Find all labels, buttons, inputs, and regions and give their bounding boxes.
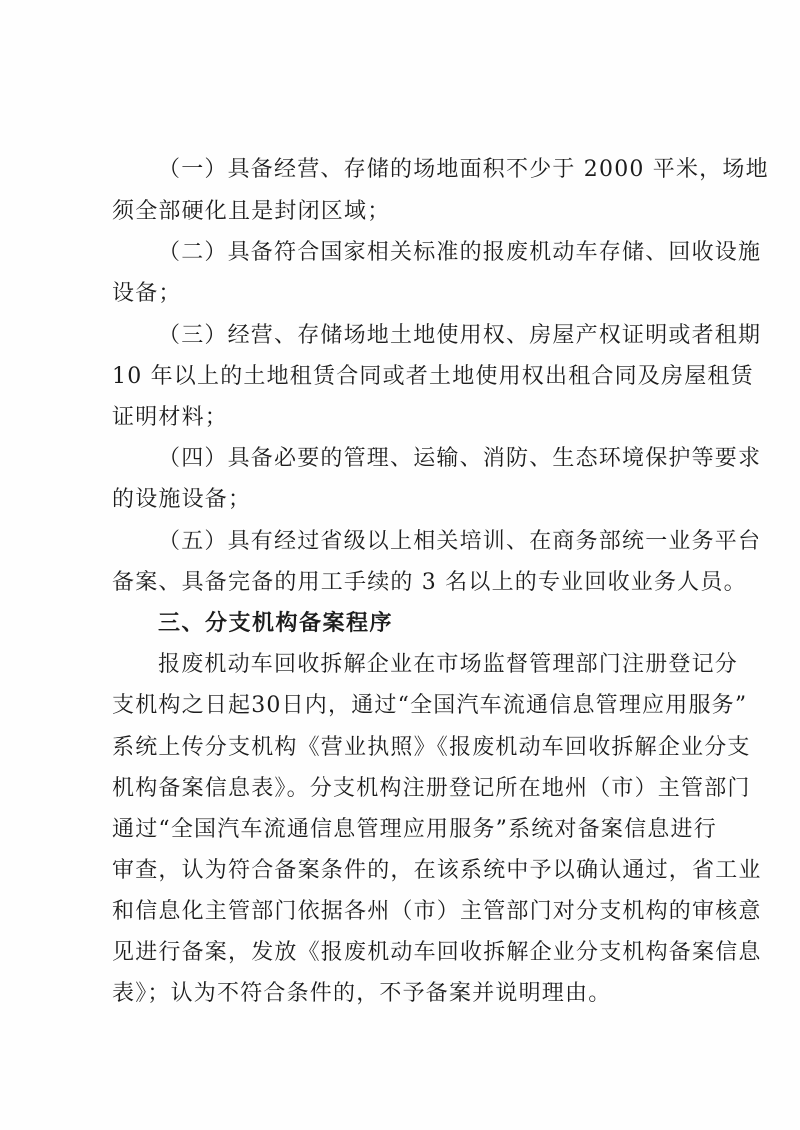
item-2-line-1: （二）具备符合国家相关标准的报废机动车存储、回收设施: [158, 240, 762, 265]
item-1-line-2: 须全部硬化且是封闭区域；: [112, 199, 391, 224]
paragraph-line: 机构备案信息表》。分支机构注册登记所在地州（市）主管部门: [112, 776, 751, 801]
item-3-line-1: （三）经营、存储场地土地使用权、房屋产权证明或者租期: [158, 323, 762, 348]
paragraph-line: 表》；认为不符合条件的，不予备案并说明理由。: [112, 981, 612, 1006]
paragraph-line: 和信息化主管部门依据各州（市）主管部门对分支机构的审核意: [112, 899, 762, 924]
item-4-line-1: （四）具备必要的管理、运输、消防、生态环境保护等要求: [158, 446, 762, 471]
item-5-line-2: 备案、具备完备的用工手续的 3 名以上的专业回收业务人员。: [112, 570, 747, 595]
section-heading: 三、分支机构备案程序: [158, 611, 394, 636]
paragraph-line: 报废机动车回收拆解企业在市场监督管理部门注册登记分: [158, 652, 739, 677]
paragraph-line: 支机构之日起30日内，通过“全国汽车流通信息管理应用服务”: [112, 693, 748, 718]
paragraph-line: 系统上传分支机构《营业执照》《报废机动车回收拆解企业分支: [112, 735, 751, 760]
paragraph-line: 审查，认为符合备案条件的，在该系统中予以确认通过，省工业: [112, 858, 762, 883]
item-1-line-1: （一）具备经营、存储的场地面积不少于 2000 平米，场地: [158, 157, 769, 182]
item-5-line-1: （五）具有经过省级以上相关培训、在商务部统一业务平台: [158, 529, 762, 554]
paragraph-line: 见进行备案，发放《报废机动车回收拆解企业分支机构备案信息: [112, 940, 762, 965]
item-3-line-2: 10 年以上的土地租赁合同或者土地使用权出租合同及房屋租赁: [112, 364, 754, 389]
item-2-line-2: 设备；: [112, 281, 182, 306]
item-4-line-2: 的设施设备；: [112, 487, 252, 512]
item-3-line-3: 证明材料；: [112, 405, 229, 430]
paragraph-line: 通过“全国汽车流通信息管理应用服务”系统对备案信息进行: [112, 817, 717, 842]
